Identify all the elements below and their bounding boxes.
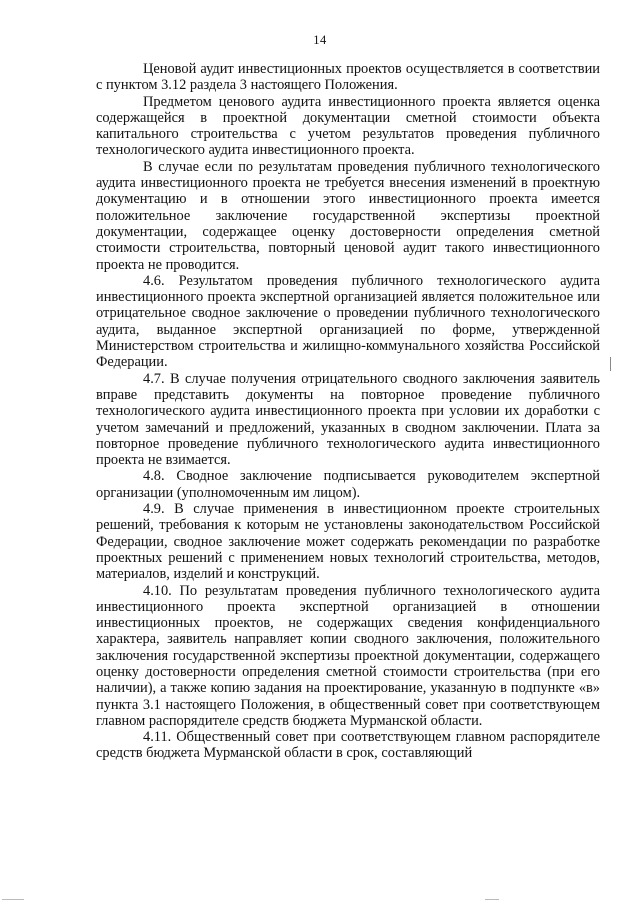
paragraph-price-audit-subject: Предметом ценового аудита инвестиционного проекта является оценка содержащейся в проектной документации сметной стоимости объекта капитального строительства с учетом результатов проведения публичного технологического аудита инвестиционного проекта. <box>96 93 600 159</box>
paragraph-4-7: 4.7. В случае получения отрицательного сводного заключения заявитель вправе представить документы на повторное проведение публичного технологического аудита инвестиционного проекта при условии их доработки с учетом замечаний и предложений, указанных в сводном заключении. Плата за повторное проведение публичного технологического аудита инвестиционного проекта не взимается. <box>96 370 600 469</box>
document-body <box>96 61 600 762</box>
paragraph-4-6: 4.6. Результатом проведения публичного технологического аудита инвестиционного проекта экспертной организацией является положительное или отрицательное сводное заключение о проведении публичного технологического аудита, выданное экспертной организацией по форме, утвержденной Министерством строительства и жилищно-коммунального хозяйства Российской Федерации. <box>96 272 600 371</box>
paragraph-4-8: 4.8. Сводное заключение подписывается руководителем экспертной организации (уполномоченным им лицом). <box>96 468 600 501</box>
scan-artifact-left <box>2 899 24 900</box>
paragraph-4-9: 4.9. В случае применения в инвестиционном проекте строительных решений, требования к которым не установлены законодательством Российской Федерации, сводное заключение может содержать рекомендации по разработке проектных решений с применением новых технологий строительства, методов, материалов, изделий и конструкций. <box>96 501 600 583</box>
scan-artifact-right <box>485 899 499 900</box>
paragraph-repeat-audit-exemption: В случае если по результатам проведения публичного технологического аудита инвестиционного проекта не требуется внесения изменений в проектную документацию и в отношении этого инвестиционного проекта имеется положительное заключение государственной экспертизы проектной документации, содержащее оценку достоверности определения сметной стоимости строительства, повторный ценовой аудит такого инвестиционного проекта не проводится. <box>96 158 600 273</box>
paragraph-4-11: 4.11. Общественный совет при соответствующем главном распорядителе средств бюджета Мурманской области в срок, составляющий <box>96 729 600 762</box>
paragraph-price-audit: Ценовой аудит инвестиционных проектов осуществляется в соответствии с пунктом 3.12 раздела 3 настоящего Положения. <box>96 61 600 94</box>
scan-edge-mark <box>610 357 611 371</box>
paragraph-4-10: 4.10. По результатам проведения публичного технологического аудита инвестиционного проекта экспертной организацией в отношении инвестиционных проектов, не содержащих сведения конфиденциального характера, заявитель направляет копии сводного заключения, положительного заключения государственной экспертизы проектной документации, содержащего оценку достоверности определения сметной стоимости строительства (при его наличии), а также копию задания на проектирование, указанную в подпункте «в» пункта 3.1 настоящего Положения, в общественный совет при соответствующем главном распорядителе средств бюджета Мурманской области. <box>96 582 600 729</box>
page-number: 14 <box>313 33 327 47</box>
